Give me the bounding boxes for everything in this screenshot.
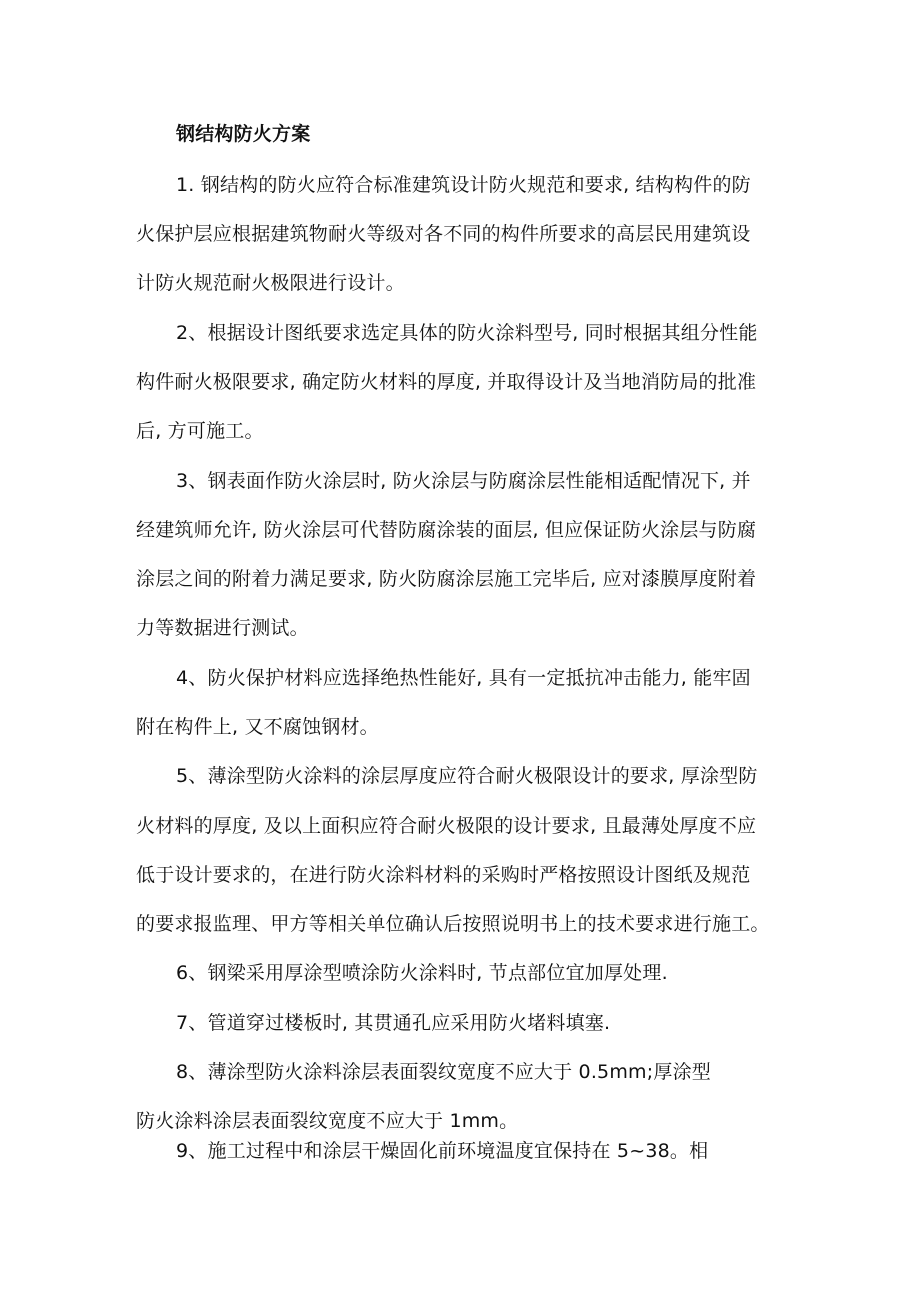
paragraph-line: 6、钢梁采用厚涂型喷涂防火涂料时, 节点部位宜加厚处理. [176, 962, 668, 984]
paragraph-line: 9、施工过程中和涂层干燥固化前环境温度宜保持在 5~38。相 [176, 1140, 709, 1162]
paragraph-line: 计防火规范耐火极限进行设计。 [136, 272, 405, 294]
paragraph-line: 3、钢表面作防火涂层时, 防火涂层与防腐涂层性能相适配情况下, 并 [176, 470, 751, 492]
paragraph-line: 火保护层应根据建筑物耐火等级对各不同的构件所要求的高层民用建筑设 [136, 223, 751, 245]
paragraph-line: 力等数据进行测试。 [136, 617, 309, 639]
paragraph-line: 附在构件上, 又不腐蚀钢材。 [136, 716, 379, 738]
paragraph-line: 4、防火保护材料应选择绝热性能好, 具有一定抵抗冲击能力, 能牢固 [176, 667, 751, 689]
paragraph-line: 8、薄涂型防火涂料涂层表面裂纹宽度不应大于 0.5mm;厚涂型 [176, 1061, 711, 1083]
paragraph-line: 火材料的厚度, 及以上面积应符合耐火极限的设计要求, 且最薄处厚度不应 [136, 815, 757, 837]
paragraph-line: 1. 钢结构的防火应符合标准建筑设计防火规范和要求, 结构构件的防 [176, 174, 751, 196]
document-title: 钢结构防火方案 [176, 123, 311, 145]
paragraph-line: 低于设计要求的，在进行防火涂料材料的采购时严格按照设计图纸及规范 [136, 864, 751, 886]
paragraph-line: 5、薄涂型防火涂料的涂层厚度应符合耐火极限设计的要求, 厚涂型防 [176, 765, 758, 787]
paragraph-line: 后, 方可施工。 [136, 420, 264, 442]
paragraph-line: 防火涂料涂层表面裂纹宽度不应大于 1mm。 [136, 1110, 519, 1132]
paragraph-line: 涂层之间的附着力满足要求, 防火防腐涂层施工完毕后, 应对漆膜厚度附着 [136, 568, 757, 590]
paragraph-line: 经建筑师允许, 防火涂层可代替防腐涂装的面层, 但应保证防火涂层与防腐 [136, 519, 757, 541]
paragraph-line: 2、根据设计图纸要求选定具体的防火涂料型号, 同时根据其组分性能 [176, 322, 758, 344]
paragraph-line: 的要求报监理、甲方等相关单位确认后按照说明书上的技术要求进行施工。 [136, 913, 770, 935]
paragraph-line: 7、管道穿过楼板时, 其贯通孔应采用防火堵料填塞. [176, 1012, 611, 1034]
paragraph-line: 构件耐火极限要求, 确定防火材料的厚度, 并取得设计及当地消防局的批准 [136, 371, 757, 393]
